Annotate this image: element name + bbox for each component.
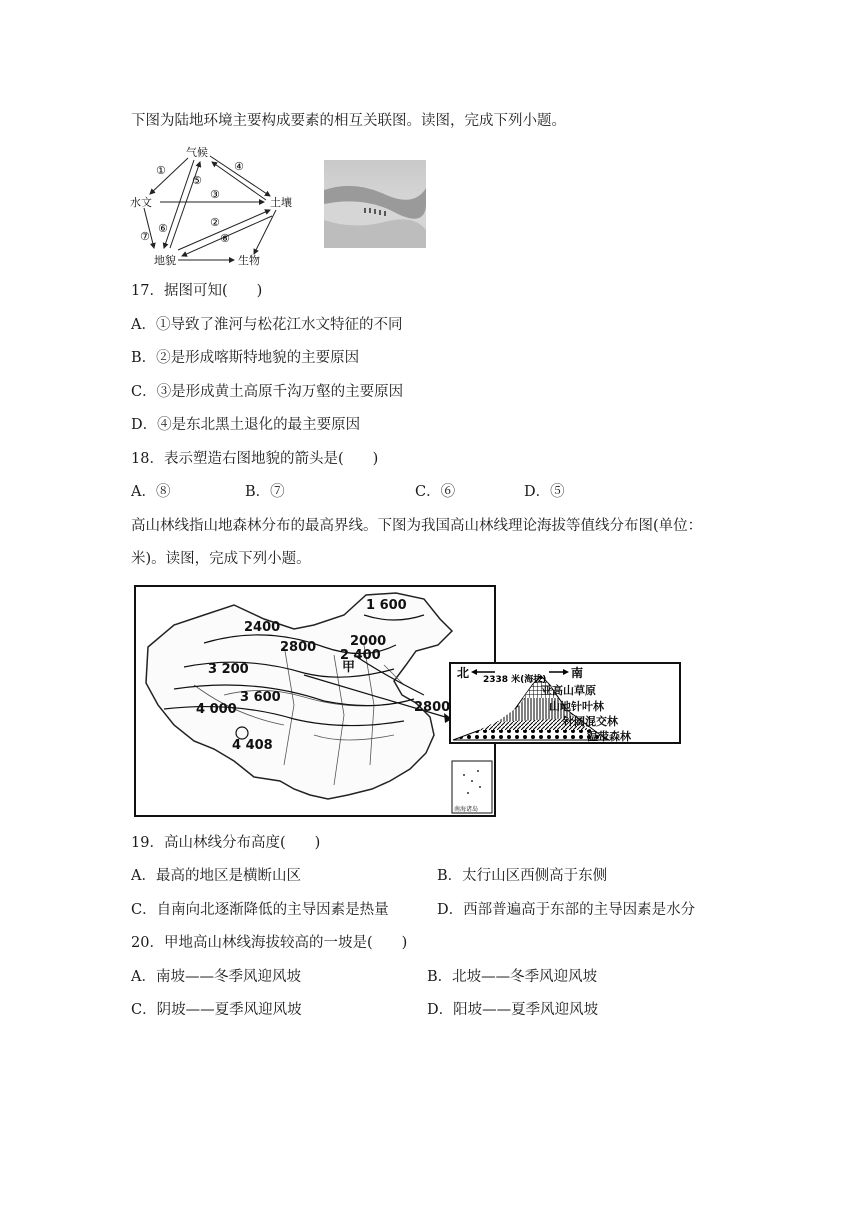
mountain-profile-inset — [449, 662, 681, 744]
contour-3200: 3 200 — [208, 662, 249, 677]
q20-option-d: D．阳坡——夏季风迎风坡 — [427, 1002, 599, 1018]
node-soil: 土壤 — [270, 196, 292, 209]
contour-2800-w: 2800 — [280, 640, 317, 655]
contour-2800-e: 2800 — [414, 700, 451, 715]
zone-mixed-forest: 针阔混交林 — [563, 715, 618, 728]
q18-option-b: B．⑦ — [245, 484, 285, 500]
contour-2400-e: 2 400 — [340, 648, 381, 663]
mark-3: ③ — [210, 188, 220, 201]
zone-temperate-forest: 温带森林 — [587, 730, 631, 743]
mark-5: ⑤ — [192, 174, 202, 187]
contour-4408: 4 408 — [232, 738, 273, 753]
contour-3600: 3 600 — [240, 690, 281, 705]
point-jia: 甲 — [342, 660, 356, 675]
contour-4000: 4 000 — [196, 702, 237, 717]
south-sea-label: 南海诸岛 — [454, 806, 479, 813]
q20-option-a: A．南坡——冬季风迎风坡 — [131, 969, 301, 985]
element-relationship-diagram — [130, 144, 300, 266]
desert-photo — [324, 160, 426, 248]
question-20: 20．甲地高山林线海拔较高的一坡是( ) — [131, 935, 408, 951]
contour-1600: 1 600 — [366, 598, 407, 613]
mark-2: ② — [210, 216, 220, 229]
q20-option-c: C．阴坡——夏季风迎风坡 — [131, 1002, 302, 1018]
china-treeline-map — [134, 585, 496, 817]
q18-option-c: C．⑥ — [415, 484, 456, 500]
intro-text-2-line-2: 米)。读图，完成下列小题。 — [131, 551, 311, 567]
question-19: 19．高山林线分布高度( ) — [131, 835, 321, 851]
q17-option-d: D．④是东北黑土退化的最主要原因 — [131, 417, 361, 433]
q19-option-c: C．自南向北逐渐降低的主导因素是热量 — [131, 902, 389, 918]
question-17: 17．据图可知( ) — [131, 283, 263, 299]
q19-option-d: D．西部普遍高于东部的主导因素是水分 — [437, 902, 696, 918]
zone-coniferous-forest: 山地针叶林 — [549, 700, 604, 713]
zone-subalpine-steppe: 亚高山草原 — [541, 684, 596, 697]
mark-1: ① — [156, 164, 166, 177]
intro-text-1: 下图为陆地环境主要构成要素的相互关联图。读图，完成下列小题。 — [131, 113, 566, 129]
node-hydro: 水文 — [130, 196, 152, 209]
contour-2000: 2000 — [350, 634, 387, 649]
q20-option-b: B．北坡——冬季风迎风坡 — [427, 969, 598, 985]
mark-4: ④ — [234, 160, 244, 173]
q17-option-c: C．③是形成黄土高原千沟万壑的主要原因 — [131, 384, 404, 400]
mark-8: ⑧ — [220, 232, 230, 245]
q18-option-a: A．⑧ — [131, 484, 171, 500]
inset-north: 北 — [457, 666, 470, 680]
q19-option-b: B．太行山区西侧高于东侧 — [437, 868, 608, 884]
node-biology: 生物 — [238, 254, 260, 266]
contour-2400-w: 2400 — [244, 620, 281, 635]
inset-south: 南 — [571, 666, 584, 680]
intro-text-2-line-1: 高山林线指山地森林分布的最高界线。下图为我国高山林线理论海拔等值线分布图(单位： — [131, 518, 703, 534]
inset-peak: 2338 米(海拔) — [483, 675, 547, 685]
node-climate: 气候 — [186, 146, 208, 159]
mark-6: ⑥ — [158, 222, 168, 235]
q17-option-a: A．①导致了淮河与松花江水文特征的不同 — [131, 317, 403, 333]
question-18: 18．表示塑造右图地貌的箭头是( ) — [131, 451, 379, 467]
q17-option-b: B．②是形成喀斯特地貌的主要原因 — [131, 350, 360, 366]
q19-option-a: A．最高的地区是横断山区 — [131, 868, 301, 884]
mark-7: ⑦ — [140, 230, 150, 243]
q18-option-d: D．⑤ — [524, 484, 565, 500]
node-landform: 地貌 — [154, 254, 176, 266]
